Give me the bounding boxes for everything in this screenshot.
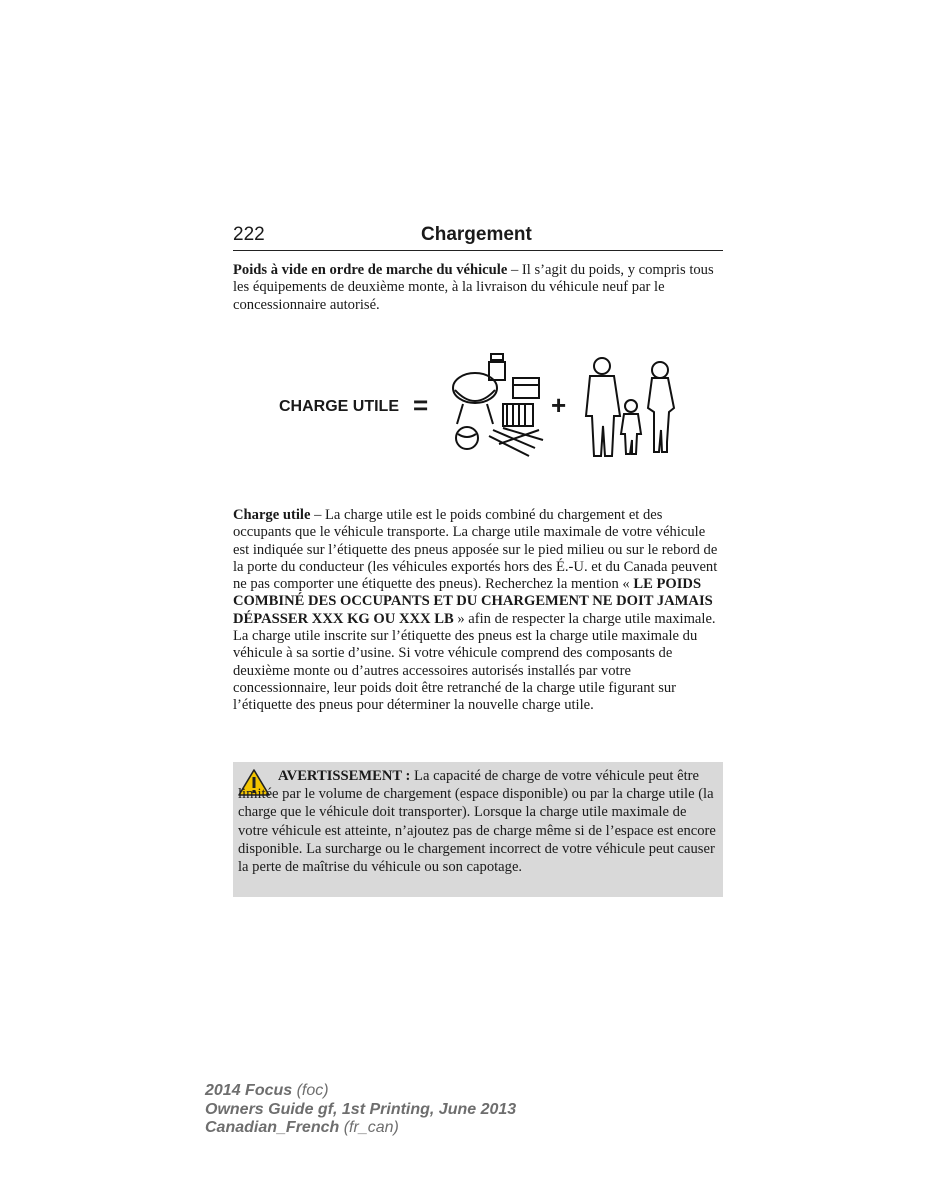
page-number: 222 (233, 224, 265, 245)
payload-text-2: » afin de respecter la charge utile maximale. La charge utile inscrite sur l’étiquette des pneus est la charge utile maximale du véhicule à sa sortie d’usine. Si votre véhicule comprend des composants de deuxième monte ou d’autres accessoires autorisés installés par votre concessionnaire, leur poids doit être retranché de la charge utile figurant sur l’étiquette des pneus pour déterminer la nouvelle charge utile. (233, 610, 716, 714)
footer-line-language (205, 1119, 516, 1138)
warning-label: AVERTISSEMENT : (278, 768, 411, 784)
warning-body: La capacité de charge de votre véhicule peut être limitée par le volume de chargement (espace disponible) ou par la charge utile (la charge que le véhicule doit transporter). Lorsque la charge utile maximale de votre véhicule est atteinte, n’ajoutez pas de charge même si de l’espace est encore disponible. La surcharge ou le chargement incorrect de votre véhicule peut causer la perte de maîtrise du véhicule ou son capotage. (238, 768, 716, 876)
footer-language: Canadian_French (205, 1119, 340, 1136)
payload-label: CHARGE UTILE (279, 398, 399, 415)
footer-model: 2014 Focus (205, 1082, 293, 1099)
cargo-items-image (443, 352, 553, 460)
equals-sign: = (413, 390, 429, 420)
unladen-weight-text: – Il s’agit du poids, y compris tous les équipements de deuxième monte, à la livraison du véhicule neuf par le concessionnaire autorisé. (233, 262, 714, 313)
family-silhouette-image (580, 352, 680, 460)
footer-language-code: (fr_can) (339, 1119, 399, 1136)
warning-text (238, 767, 718, 876)
page-header (233, 224, 723, 251)
unladen-weight-term: Poids à vide en ordre de marche du véhicule (233, 262, 508, 278)
page-footer (205, 1082, 516, 1138)
unladen-weight-paragraph (233, 262, 723, 314)
section-title: Chargement (421, 224, 532, 245)
footer-printing: Owners Guide gf, 1st Printing, June 2013 (205, 1100, 517, 1118)
footer-line-model (205, 1082, 516, 1101)
payload-term: Charge utile (233, 507, 311, 523)
payload-paragraph (233, 507, 723, 715)
payload-text-1: – La charge utile est le poids combiné du chargement et des occupants que le véhicule transporte. La charge utile maximale de votre véhicule est indiquée sur l’étiquette des pneus apposée sur le pied milieu ou sur le rebord de la porte du conducteur (les véhicules exportés hors des É.-U. et du Canada peuvent ne pas comporter une étiquette des pneus). Recherchez la mention « (233, 507, 718, 593)
footer-line-printing (205, 1101, 516, 1120)
label-notice: LE POIDS COMBINÉ DES OCCUPANTS ET DU CHARGEMENT NE DOIT JAMAIS DÉPASSER XXX KG OU XXX LB (233, 576, 713, 627)
warning-box (233, 762, 723, 897)
plus-sign: + (551, 390, 567, 420)
payload-illustration (275, 352, 695, 462)
footer-model-code: (foc) (292, 1082, 329, 1099)
